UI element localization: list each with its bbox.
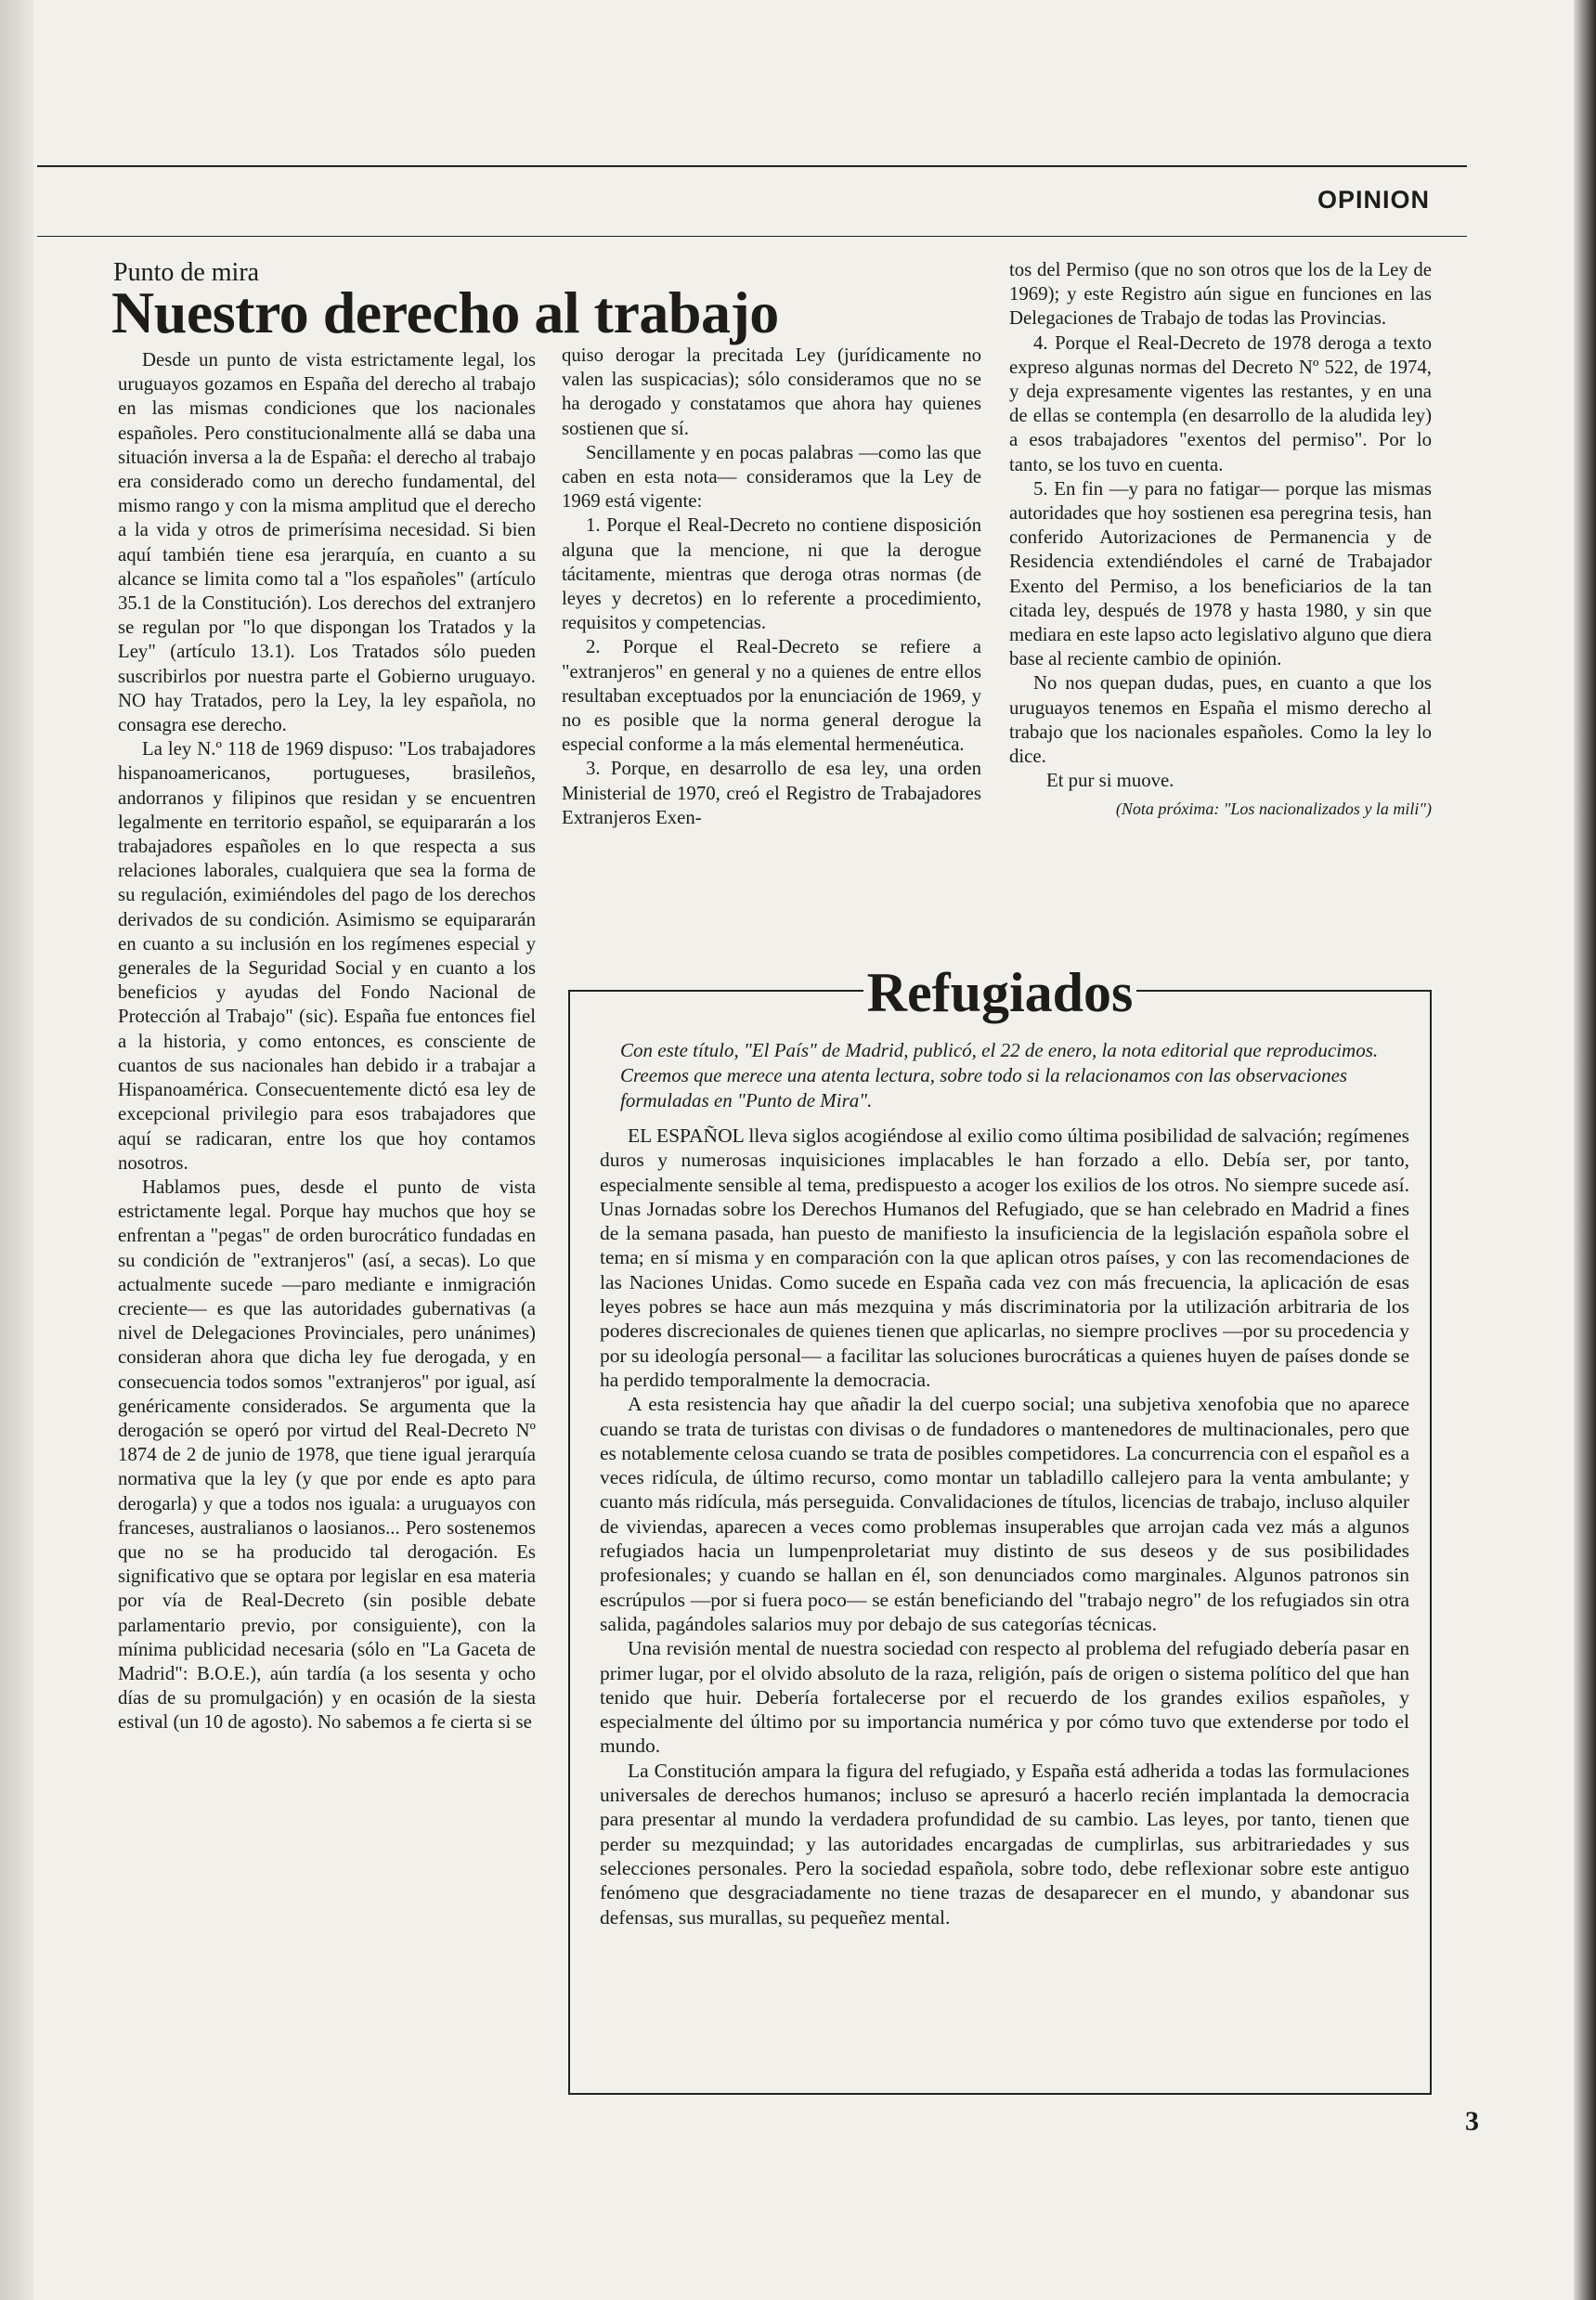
box-top-rule-right	[1135, 990, 1432, 992]
page-number: 3	[1465, 2106, 1479, 2137]
article-column-1	[118, 348, 536, 1735]
top-rule	[37, 165, 1467, 167]
article-kicker: Punto de mira	[113, 258, 260, 287]
article-paragraph: quiso derogar la precitada Ley (jurídicamente no valen las suspicacias); sólo consideramos que no se ha derogado y constatamos que ahora hay quienes sostienen que sí.	[562, 344, 981, 439]
article-paragraph: tos del Permiso (que no son otros que los de la Ley de 1969); y este Registro aún sigue en funciones en las Delegaciones de Trabajo de todas las Provincias.	[1009, 259, 1432, 330]
box-paragraph: EL ESPAÑOL lleva siglos acogiéndose al exilio como última posibilidad de salvación; regímenes duros y numerosas inquisiciones implacables le han forzado a ello. Debía ser, por tanto, especialmente sensible al tema, predispuesto a acoger los exilios de los otros. No siempre sucede así. Unas Jornadas sobre los Derechos Humanos del Refugiado, que se han celebrado en Madrid a fines de la semana pasada, han puesto de manifiesto la insuficiencia de la legislación española sobre el tema; en sí misma y en comparación con la que aplican otros países, y con las recomendaciones de las Naciones Unidas. Como sucede en España cada vez con más frecuencia, la aplicación de esas leyes pobres se hace aun más mezquina y más discriminatoria por la utilización arbitraria de los poderes discrecionales de quienes tienen que aplicarlas, no siempre proclives —por su procedencia y por su ideología personal— a facilitar las soluciones burocráticas a quienes huyen de países donde se ha perdido temporalmente la democracia.	[600, 1124, 1409, 1391]
box-paragraph: La Constitución ampara la figura del refugiado, y España está adherida a todas las formulaciones universales de derechos humanos; incluso se apresuró a hacerlo recién implantada la democracia para presentar al mundo la verdadera profundidad de su cambio. Las leyes, por tanto, tienen que perder su mezquindad; y las autoridades encargadas de cumplirlas, sus arbitrariedades y sus selecciones personales. Pero la sociedad española, sobre todo, debe reflexionar sobre este antiguo fenómeno que desgraciadamente no tiene trazas de desaparecer en el mundo, y abandonar sus defensas, sus murallas, su pequeñez mental.	[600, 1759, 1409, 1929]
header-rule	[37, 236, 1467, 237]
article-paragraph: 2. Porque el Real-Decreto se refiere a "extranjeros" en general y no a quienes de entre ellos resultaban exceptuados por la enunciación de 1969, y no es posible que la norma general derogue la especial conforme a la más elemental hermenéutica.	[562, 636, 981, 756]
page-edge-shadow	[1574, 0, 1596, 2300]
article-paragraph: 1. Porque el Real-Decreto no contiene disposición alguna que la mencione, ni que la derogue tácitamente, mientras que deroga otras normas (de leyes y decretos) en lo referente a procedimiento, requisitos y competencias.	[562, 514, 981, 634]
section-label: OPINION	[1317, 186, 1430, 214]
article-paragraph: La ley N.º 118 de 1969 dispuso: "Los trabajadores hispanoamericanos, portugueses, brasileños, andorranos y filipinos que residan y se encuentren legalmente en territorio español, se equipararán a los trabajadores españoles en lo que respecta a sus relaciones laborales, cualquiera que sea la forma de su regulación, eximiéndoles del pago de los derechos derivados de su condición. Asimismo se equipararán en cuanto a su inclusión en los regímenes especial y generales de la Seguridad Social y en cuanto a los beneficios y ayudas del Fondo Nacional de Protección al Trabajo" (sic). España fue entonces fiel a la historia, y como entonces, es consciente de cuantos de sus nacionales han debido ir a trabajar a Hispanoamérica. Consecuentemente dictó esa ley de excepcional privilegio para esos trabajadores que aquí se radicaran, entre los que hoy contamos nosotros.	[118, 738, 536, 1174]
article-paragraph: Hablamos pues, desde el punto de vista estrictamente legal. Porque hay muchos que hoy se enfrentan a "pegas" de orden burocrático fundadas en su condición de "extranjeros" (así, a secas). Lo que actualmente sucede —paro mediante e inmigración creciente— es que las autoridades gubernativas (a nivel de Delegaciones Provinciales, pero unánimes) consideran ahora que dicha ley fue derogada, y en consecuencia todos somos "extranjeros" por igual, así genéricamente considerados. Se argumenta que la derogación se operó por virtud del Real-Decreto Nº 1874 de 2 de junio de 1978, que tiene igual jerarquía normativa que la ley (y que por ende es apto para derogarla) y que a todos nos iguala: a uruguayos con franceses, australianos o laosianos... Pero sostenemos que no se ha producido tal derogación. Es significativo que se optara por legislar en esa materia por vía de Real-Decreto (sin posible debate parlamentario previo, por consiguiente), con la mínima publicidad necesaria (sólo en "La Gaceta de Madrid": B.O.E.), aún tardía (a los sesenta y ocho días de su promulgación) y en ocasión de la siesta estival (un 10 de agosto). No sabemos a fe cierta si se	[118, 1176, 536, 1734]
article-paragraph: 3. Porque, en desarrollo de esa ley, una orden Ministerial de 1970, creó el Registro de Trabajadores Extranjeros Exen-	[562, 758, 981, 828]
article-column-3	[1009, 258, 1432, 822]
box-paragraph: A esta resistencia hay que añadir la del cuerpo social; una subjetiva xenofobia que no aparece cuando se trata de turistas con divisas o de fundadores o mantenedores de multinacionales, pero que es notablemente celosa cuando se trata de posibles competidores. La concurrencia con el español es a veces ridícula, de último recurso, como montar un tabladillo callejero para la venta ambulante; y cuanto más ridícula, más perseguida. Convalidaciones de títulos, licencias de trabajo, incluso alquiler de viviendas, aparecen a veces como problemas insuperables que arrojan cada vez más a algunos refugiados hacia un lumpenproletariat muy distinto de sus deseos y de sus posibilidades profesionales; y cuando se hallan en él, son denunciados como marginales. Algunos patronos sin escrúpulos —por si fuera poco— se están beneficiando del "trabajo negro" de los refugiados sin otra salida, pagándoles salarios muy por debajo de sus categorías técnicas.	[600, 1393, 1409, 1635]
article-paragraph: 4. Porque el Real-Decreto de 1978 deroga a texto expreso algunas normas del Decreto Nº 522, de 1974, y deja expresamente vigentes las restantes, y en una de ellas se contempla (en desarrollo de la aludida ley) a esos trabajadores "exentos del permiso". Por lo tanto, se los tuvo en cuenta.	[1009, 331, 1432, 475]
article-column-2	[562, 344, 981, 830]
article-paragraph: 5. En fin —y para no fatigar— porque las mismas autoridades que hoy sostienen esa peregrina tesis, han conferido Autorizaciones de Permanencia y de Residencia extendiéndoles el carné de Trabajador Exento del Permiso, a los beneficiarios de la tan citada ley, después de 1978 y hasta 1980, y sin que mediara en este lapso acto legislativo alguno que diera base al reciente cambio de opinión.	[1009, 477, 1432, 670]
box-top-rule-left	[568, 990, 865, 992]
box-paragraph: Una revisión mental de nuestra sociedad con respecto al problema del refugiado debería pasar en primer lugar, por el olvido absoluto de la raza, religión, país de origen o sistema político del que han tenido que huir. Debería fortalecerse por el recuerdo de los grandes exilios españoles, y especialmente del último por su importancia numérica y por cómo tuvo que extenderse por todo el mundo.	[600, 1637, 1409, 1758]
article-paragraph: Sencillamente y en pocas palabras —como las que caben en esta nota— consideramos que la Ley de 1969 está vigente:	[562, 441, 981, 513]
article-paragraph: Et pur si muove.	[1046, 770, 1174, 792]
box-title: Refugiados	[863, 962, 1136, 1023]
page-binding-shadow	[0, 0, 33, 2300]
box-intro: Con este título, "El País" de Madrid, publicó, el 22 de enero, la nota editorial que reproducimos. Creemos que merece una atenta lectura, sobre todo si la relacionamos con las observaciones formuladas en "Punto de Mira".	[620, 1039, 1379, 1111]
article-paragraph: Desde un punto de vista estrictamente legal, los uruguayos gozamos en España del derecho al trabajo en las mismas condiciones que los nacionales españoles. Pero constitucionalmente allá se daba una situación inversa a la de España: el derecho al trabajo era considerado como un derecho fundamental, del mismo rango y con la misma amplitud que el derecho a la vida y otros de primerísima necesidad. Si bien aquí también tiene esa jerarquía, en cuanto a su alcance se limita como tal a "los españoles" (artículo 35.1 de la Constitución). Los derechos del extranjero se regulan por "lo que dispongan los Tratados y la Ley" (artículo 13.1). Los Tratados sólo pueden suscribirlos por nuestra parte el Gobierno uruguayo. NO hay Tratados, pero la Ley, la ley española, no consagra ese derecho.	[118, 349, 536, 736]
article-title: Nuestro derecho al trabajo	[111, 279, 779, 345]
box-body	[600, 1124, 1409, 1930]
next-note: (Nota próxima: "Los nacionalizados y la mili")	[1115, 799, 1432, 819]
article-paragraph: No nos quepan dudas, pues, en cuanto a que los uruguayos tenemos en España el mismo derecho al trabajo que los nacionales españoles. Como la ley lo dice.	[1009, 672, 1432, 768]
